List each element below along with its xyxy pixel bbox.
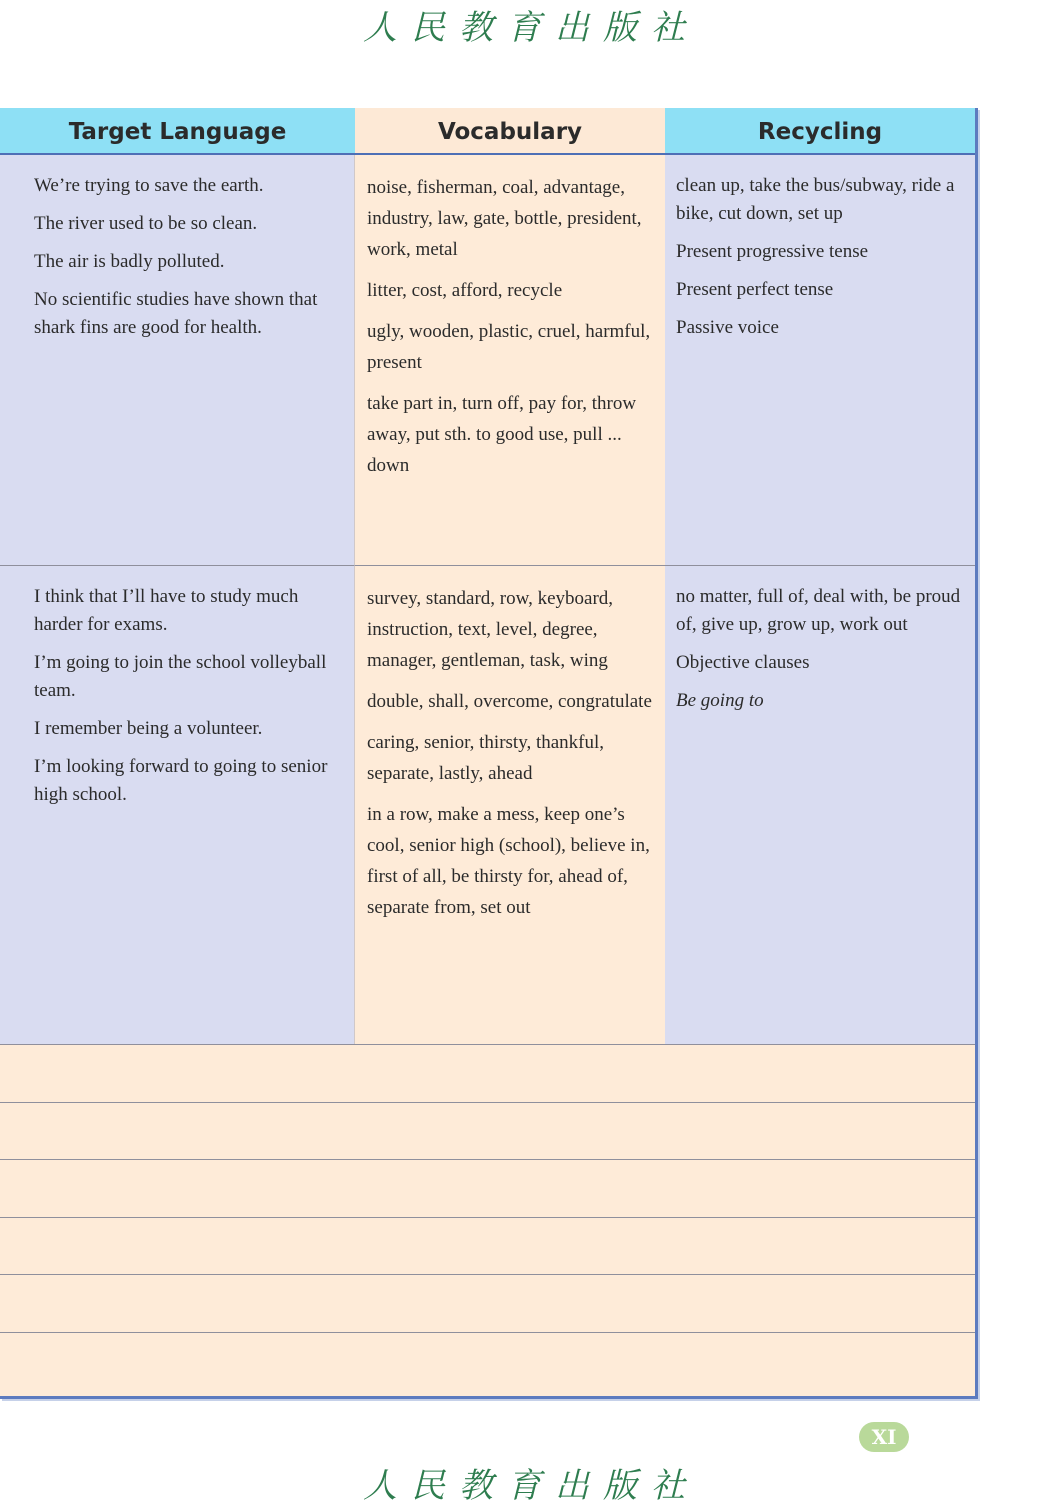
note-line [0,1159,975,1217]
target-language-item: We’re trying to save the earth. [34,175,264,196]
publisher-logo-bottom: 人民教育出版社 [363,1466,699,1506]
header-vocabulary: Vocabulary [355,108,665,155]
header-target-language: Target Language [0,108,355,155]
note-line [0,1274,975,1332]
row1-recycling-cell [665,155,975,565]
target-language-item: The river used to be so clean. [34,213,258,234]
row2-vocabulary-cell [355,565,665,1044]
vocabulary-item: double, shall, overcome, congratulate [367,691,652,712]
header-recycling: Recycling [665,108,975,155]
row2-target-language-cell [0,565,355,1044]
vocabulary-item: survey, standard, row, keyboard, instruction, text, level, degree, manager, gentleman, task, wing [367,588,614,671]
note-line [0,1332,975,1390]
target-language-item: No scientific studies have shown that shark fins are good for health. [34,289,318,338]
recycling-item: Present progressive tense [676,241,869,262]
note-line [0,1102,975,1160]
row2-recycling-cell [665,565,975,1044]
publisher-logo-top: 人民教育出版社 [363,8,699,48]
target-language-item: I’m going to join the school volleyball team. [34,652,327,701]
recycling-item: Present perfect tense [676,279,834,300]
note-line [0,1044,975,1102]
target-language-item: I think that I’ll have to study much harder for exams. [34,586,299,635]
recycling-item: Be going to [676,690,764,711]
page-number-badge: XI [859,1422,909,1452]
target-language-item: I remember being a volunteer. [34,718,263,739]
vocabulary-item: caring, senior, thirsty, thankful, separate, lastly, ahead [367,732,605,784]
vocabulary-item: in a row, make a mess, keep one’s cool, senior high (school), believe in, first of all, be thirsty for, ahead of, separate from, set out [367,804,650,918]
recycling-item: Passive voice [676,317,779,338]
note-line [0,1217,975,1275]
vocabulary-item: noise, fisherman, coal, advantage, industry, law, gate, bottle, president, work, metal [367,177,642,260]
vocabulary-item: litter, cost, afford, recycle [367,280,563,301]
row1-vocabulary-cell [355,155,665,565]
row1-target-language-cell [0,155,355,565]
recycling-item: Objective clauses [676,652,810,673]
vocabulary-item: ugly, wooden, plastic, cruel, harmful, present [367,321,651,373]
target-language-item: I’m looking forward to going to senior high school. [34,756,328,805]
syllabus-table [0,108,978,1399]
vocabulary-item: take part in, turn off, pay for, throw away, put sth. to good use, pull ... down [367,393,637,476]
target-language-item: The air is badly polluted. [34,251,225,272]
recycling-item: no matter, full of, deal with, be proud of, give up, grow up, work out [676,586,961,635]
notes-area [0,1044,975,1396]
recycling-item: clean up, take the bus/subway, ride a bike, cut down, set up [676,175,955,224]
